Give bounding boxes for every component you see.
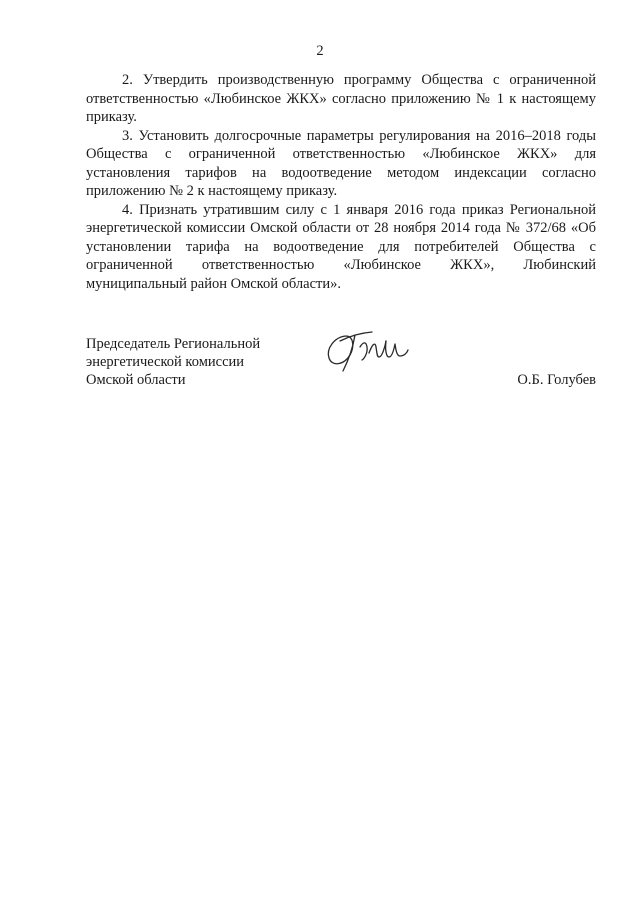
signer-title — [86, 335, 306, 389]
signature-block — [86, 335, 596, 395]
paragraph-item-3: 3. Установить долгосрочные параметры регулирования на 2016–2018 годы Общества с ограниченной ответственностью «Любинское ЖКХ» для установления тарифов на водоотведение методом индексации согласно приложению № 2 к настоящему приказу. — [86, 127, 596, 199]
page-number: 2 — [316, 43, 324, 59]
signer-title-line: энергетической комиссии — [86, 354, 245, 370]
paragraph-item-4: 4. Признать утратившим силу с 1 января 2016 года приказ Региональной энергетической комиссии Омской области от 28 ноября 2014 года № 372/68 «Об установлении тарифа на водоотведение для потребителей Общества с ограниченной ответственностью «Любинское ЖКХ», Любинский муниципальный район Омской области». — [86, 201, 596, 292]
paragraph-item-2: 2. Утвердить производственную программу Общества с ограниченной ответственностью «Любинское ЖКХ» согласно приложению № 1 к настоящему приказу. — [86, 72, 596, 125]
signer-name: О.Б. Голубев — [517, 372, 596, 388]
signer-title-line: Председатель Региональной — [86, 336, 261, 352]
document-body — [86, 71, 596, 293]
handwritten-signature-icon — [322, 327, 412, 373]
signer-title-line: Омской области — [86, 372, 186, 388]
